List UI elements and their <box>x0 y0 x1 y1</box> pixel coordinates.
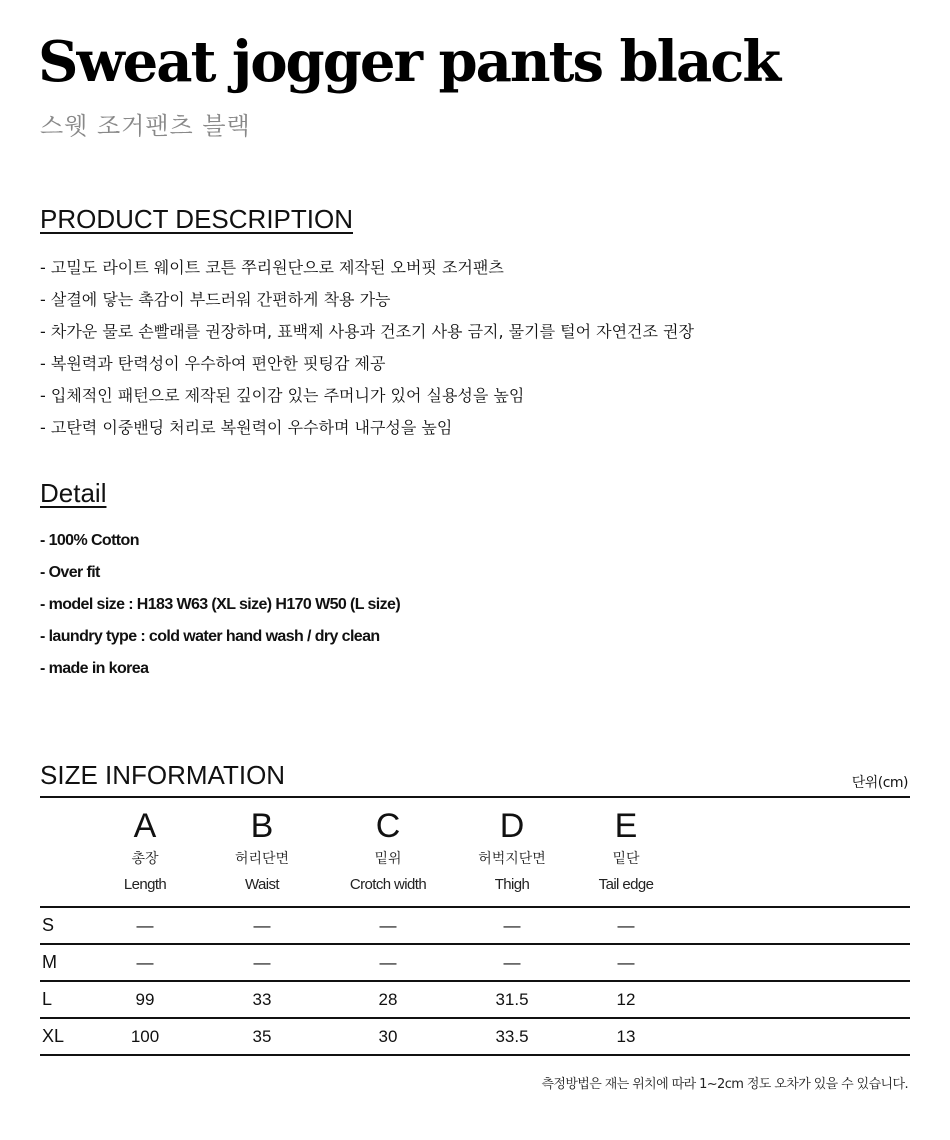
detail-item: - laundry type : cold water hand wash / dry clean <box>40 628 380 645</box>
detail-list <box>40 528 400 688</box>
size-row-label: XL <box>42 1026 65 1046</box>
description-item: - 차가운 물로 손빨래를 권장하며, 표백제 사용과 건조기 사용 금지, 물기를 털어 자연건조 권장 <box>40 322 694 341</box>
detail-item: - model size : H183 W63 (XL size) H170 W50 (L size) <box>40 596 401 613</box>
description-list <box>40 254 694 446</box>
table-row <box>40 907 910 944</box>
size-column-a <box>92 797 198 907</box>
table-row <box>40 981 910 1018</box>
column-letter: E <box>614 807 638 845</box>
size-cell: 13 <box>616 1026 636 1046</box>
size-cell: 28 <box>378 989 398 1009</box>
size-cell: — <box>617 915 635 935</box>
detail-heading: Detail <box>40 478 107 508</box>
size-cell: — <box>503 915 521 935</box>
size-cell: 35 <box>252 1026 272 1046</box>
size-cell: 33 <box>252 989 272 1009</box>
column-letter: B <box>250 807 274 845</box>
size-row-spacer <box>678 907 910 944</box>
column-en-label: Thigh <box>494 876 530 893</box>
product-subtitle: 스웻 조거팬츠 블랙 <box>40 112 251 140</box>
description-item: - 살결에 닿는 촉감이 부드러워 간편하게 착용 가능 <box>40 290 391 309</box>
column-ko-label: 허리단면 <box>234 850 290 866</box>
column-en-label: Crotch width <box>349 876 427 893</box>
size-cell: — <box>379 915 397 935</box>
size-cell: 33.5 <box>495 1026 529 1046</box>
measurement-note: 측정방법은 재는 위치에 따라 1~2cm 정도 오차가 있을 수 있습니다. <box>541 1077 908 1092</box>
size-column-b <box>198 797 326 907</box>
size-cell: 12 <box>616 989 636 1009</box>
detail-item: - Over fit <box>40 564 100 581</box>
size-cell: — <box>253 952 271 972</box>
table-row <box>40 1018 910 1055</box>
size-column-e <box>574 797 678 907</box>
size-row-label: S <box>42 915 55 935</box>
description-item: - 입체적인 패턴으로 제작된 깊이감 있는 주머니가 있어 실용성을 높임 <box>40 386 525 405</box>
column-ko-label: 밑단 <box>612 850 640 866</box>
column-ko-label: 허벅지단면 <box>478 850 546 866</box>
description-item: - 고밀도 라이트 웨이트 코튼 쭈리원단으로 제작된 오버핏 조거팬츠 <box>40 258 504 277</box>
size-unit: 단위(cm) <box>851 775 908 791</box>
size-column-c <box>326 797 450 907</box>
column-en-label: Tail edge <box>598 876 654 893</box>
column-letter: A <box>133 807 157 845</box>
size-cell: — <box>617 952 635 972</box>
size-cell: — <box>136 915 154 935</box>
column-en-label: Waist <box>245 876 279 893</box>
size-column-d <box>450 797 574 907</box>
size-header-row <box>40 797 910 907</box>
description-item: - 고탄력 이중밴딩 처리로 복원력이 우수하며 내구성을 높임 <box>40 418 453 437</box>
size-row-spacer <box>678 944 910 981</box>
table-row <box>40 944 910 981</box>
detail-item: - made in korea <box>40 660 149 677</box>
size-heading: SIZE INFORMATION <box>40 760 286 790</box>
size-cell: — <box>253 915 271 935</box>
column-letter: C <box>375 807 401 845</box>
size-row-label: M <box>42 952 57 972</box>
description-heading: PRODUCT DESCRIPTION <box>40 204 353 234</box>
column-letter: D <box>499 807 525 845</box>
column-en-label: Length <box>123 876 167 893</box>
size-cell: 31.5 <box>495 989 529 1009</box>
detail-item: - 100% Cotton <box>40 532 139 549</box>
size-header-spacer <box>678 797 910 907</box>
column-ko-label: 밑위 <box>374 850 402 866</box>
size-cell: 100 <box>130 1026 160 1046</box>
size-table <box>40 796 910 1056</box>
size-header-corner <box>40 797 92 907</box>
column-ko-label: 총장 <box>131 850 159 866</box>
size-row-spacer <box>678 981 910 1018</box>
size-cell: 30 <box>378 1026 398 1046</box>
product-title: Sweat jogger pants black <box>38 29 780 95</box>
size-cell: 99 <box>135 989 155 1009</box>
size-cell: — <box>379 952 397 972</box>
size-cell: — <box>503 952 521 972</box>
size-cell: — <box>136 952 154 972</box>
size-row-spacer <box>678 1018 910 1055</box>
size-row-label: L <box>42 989 53 1009</box>
description-item: - 복원력과 탄력성이 우수하여 편안한 핏팅감 제공 <box>40 354 386 373</box>
